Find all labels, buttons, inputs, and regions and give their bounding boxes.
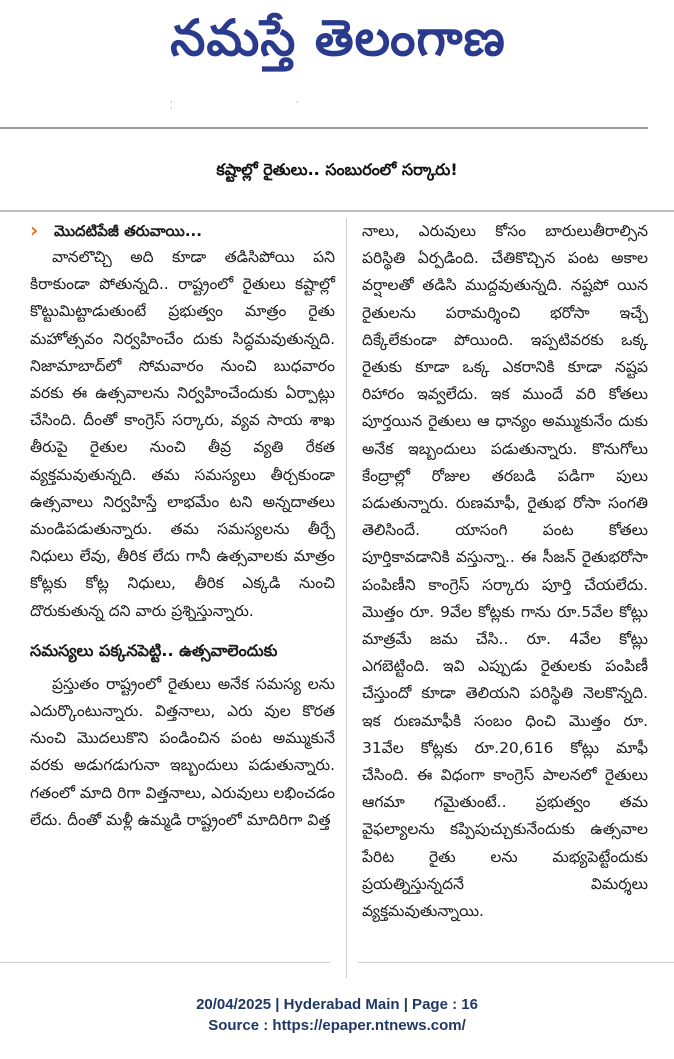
continued-text: మొదటిపేజీ తరువాయి...: [54, 222, 202, 240]
newspaper-logo: నమస్తే తెలంగాణ: [170, 9, 506, 67]
article-subheading: సమస్యలు పక్కనపెట్టి.. ఉత్సవాలెందుకు: [30, 640, 278, 660]
left-column: [30, 218, 335, 834]
footer-date-edition: 20/04/2025 | Hyderabad Main | Page : 16: [196, 996, 478, 1013]
continued-from-label: [30, 218, 335, 244]
body-paragraph-1: వానలొచ్చి అది కూడా తడిసిపోయి పని కిరాకుండా పోతున్నది.. రాష్ట్రంలో రైతులు కష్టాల్లో కొట్టుమిట్టాడుతుంటే ప్రభుత్వం మాత్రం రైతు మహోత్సవం నిర్వహించేం దుకు సిద్ధమవుతున్నది. నిజామాబాద్‌లో సోమవారం నుంచి బుధవారం వరకు ఈ ఉత్సవాలను నిర్వహించేందుకు ఏర్పాట్లు చేసింది. దీంతో కాంగ్రెస్ సర్కారు, వ్యవ సాయ శాఖ తీరుపై రైతుల నుంచి తీవ్ర వ్యతి రేకత వ్యక్తమవుతున్నది. తమ సమస్యలు తీర్చకుండా ఉత్సవాలు నిర్వహిస్తే లాభమేం టని అన్నదాతలు మండిపడుతున్నారు. తమ సమస్యలను తీర్చే నిధులు లేవు, తీరిక లేదు గానీ ఉత్సవాలకు మాత్రం కోట్లకు కోట్ల నిధులు, తీరిక ఎక్కడి నుంచి దొరుకుతున్న దని వారు ప్రశ్నిస్తున్నారు.: [30, 248, 335, 620]
bottom-divider-left: [0, 962, 330, 963]
masthead: [0, 0, 674, 80]
top-divider: [0, 127, 648, 129]
headline-divider: [0, 210, 674, 212]
body-paragraph-2: ప్రస్తుతం రాష్ట్రంలో రైతులు అనేక సమస్య లను ఎదుర్కొంటున్నారు. విత్తనాలు, ఎరు వుల కొరత నుంచి మొదలుకొని పండించిన పంట అమ్ముకునే వరకు అడుగడుగునా ఇబ్బందులు పడుతున్నారు. గతంలో మాది రిగా విత్తనాలు, ఎరువులు లభించడం లేదు. దీంతో మళ్లీ ఉమ్మడి రాష్ట్రంలో మాదిరిగా విత్త: [30, 674, 335, 829]
footer-source-link[interactable]: Source : https://epaper.ntnews.com/: [208, 1017, 466, 1034]
bottom-divider-right: [358, 962, 674, 963]
column-divider: [346, 218, 347, 978]
body-paragraph-3: నాలు, ఎరువులు కోసం బారులుతీరాల్సిన పరిస్థితి ఏర్పడింది. చేతికొచ్చిన పంట అకాల వర్షాలతో తడిసి ముద్దవుతున్నది. నష్టపో యిన రైతులను పరామర్శించి భరోసా ఇచ్చే దిక్కేలేకుండా పోయింది. ఇప్పటివరకు ఒక్క రైతుకు కూడా ఒక్క ఎకరానికి కూడా నష్టప రిహారం ఇవ్వలేదు. ఇక ముందే వరి కోతలు పూర్తయిన రైతులు ఆ ధాన్యం అమ్ముకునేం దుకు అనేక ఇబ్బందులు పడుతున్నారు. కొనుగోలు కేంద్రాల్లో రోజుల తరబడి పడిగా పులు పడుతున్నారు. రుణమాఫీ, రైతుభ రోసా సంగతి తెలిసిందే. యాసంగి పంట కోతలు పూర్తికావడానికి వస్తున్నా.. ఈ సీజన్ రైతుభరోసా పంపిణీని కాంగ్రెస్ సర్కారు పూర్తి చేయలేదు. మొత్తం రూ. 9వేల కోట్లకు గాను రూ.5వేల కోట్లు మాత్రమే జమ చేసి.. రూ. 4వేల కోట్లు ఎగబెట్టింది. ఇవి ఎప్పుడు రైతులకు పంపిణీ చేస్తుందో కూడా తెలియని పరిస్థితి నెలకొన్నది. ఇక రుణమాఫీకి సంబం ధించి మొత్తం రూ. 31వేల కోట్లకు రూ.20,616 కోట్లు మాఫీ చేసింది. ఈ విధంగా కాంగ్రెస్ పాలనలో రైతులు ఆగమా గమైతుంటే.. ప్రభుత్వం తమ వైఫల్యాలను కప్పిపుచ్చుకునేందుకు ఉత్సవాల పేరిట రైతు లను మభ్యపెట్టేందుకు ప్రయత్నిస్తున్నదనే విమర్శలు వ్యక్తమవుతున్నాయి.: [362, 222, 648, 921]
chevron-right-icon: ›: [30, 218, 39, 242]
page-footer: [0, 995, 674, 1037]
right-column: [362, 218, 648, 925]
article-headline: కష్టాల్లో రైతులు.. సంబురంలో సర్కారు!: [216, 160, 458, 179]
masthead-decoration: · · ·: [170, 98, 359, 114]
